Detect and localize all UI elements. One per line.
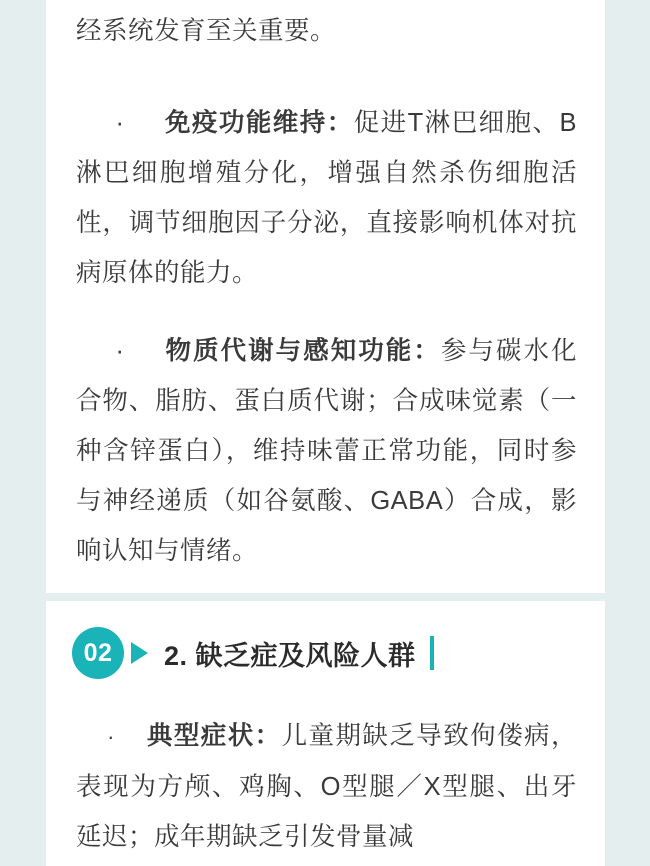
left-margin xyxy=(0,0,46,866)
title-divider xyxy=(430,636,434,670)
bullet-marker: · xyxy=(115,337,125,365)
section-heading xyxy=(46,623,605,683)
right-margin xyxy=(605,0,650,866)
bullet-marker: · xyxy=(107,724,115,749)
triangle-arrow-icon xyxy=(131,642,148,664)
section-number-badge: 02 xyxy=(72,627,124,679)
paragraph-lead-label: 物质代谢与感知功能： xyxy=(164,337,441,365)
paragraph-lead-label: 免疫功能维持： xyxy=(164,109,354,137)
content-card-lower xyxy=(46,601,605,866)
paragraph-metabolism-function xyxy=(46,326,605,576)
section-title: 2. 缺乏症及风险人群 xyxy=(164,640,416,671)
paragraph-body: 促进T淋巴细胞、B淋巴细胞增殖分化，增强自然杀伤细胞活性，调节细胞因子分泌，直接影响机体对抗病原体的能力。 xyxy=(76,109,577,287)
paragraph-body: 参与碳水化合物、脂肪、蛋白质代谢；合成味觉素（一种含锌蛋白），维持味蕾正常功能，同时参与神经递质（如谷氨酸、GABA）合成，影响认知与情绪。 xyxy=(76,337,577,565)
paragraph-lead-label: 典型症状： xyxy=(146,722,282,750)
paragraph-typical-symptoms xyxy=(46,711,605,862)
content-card-upper xyxy=(46,0,605,593)
paragraph-immune-function xyxy=(46,98,605,298)
paragraph-body: 儿童期缺乏导致佝偻病，表现为方颅、鸡胸、O型腿／X型腿、出牙延迟；成年期缺乏引发骨量减 xyxy=(76,722,577,851)
paragraph-continuation: 经系统发育至关重要。 xyxy=(76,17,337,45)
bullet-marker: · xyxy=(115,109,125,137)
